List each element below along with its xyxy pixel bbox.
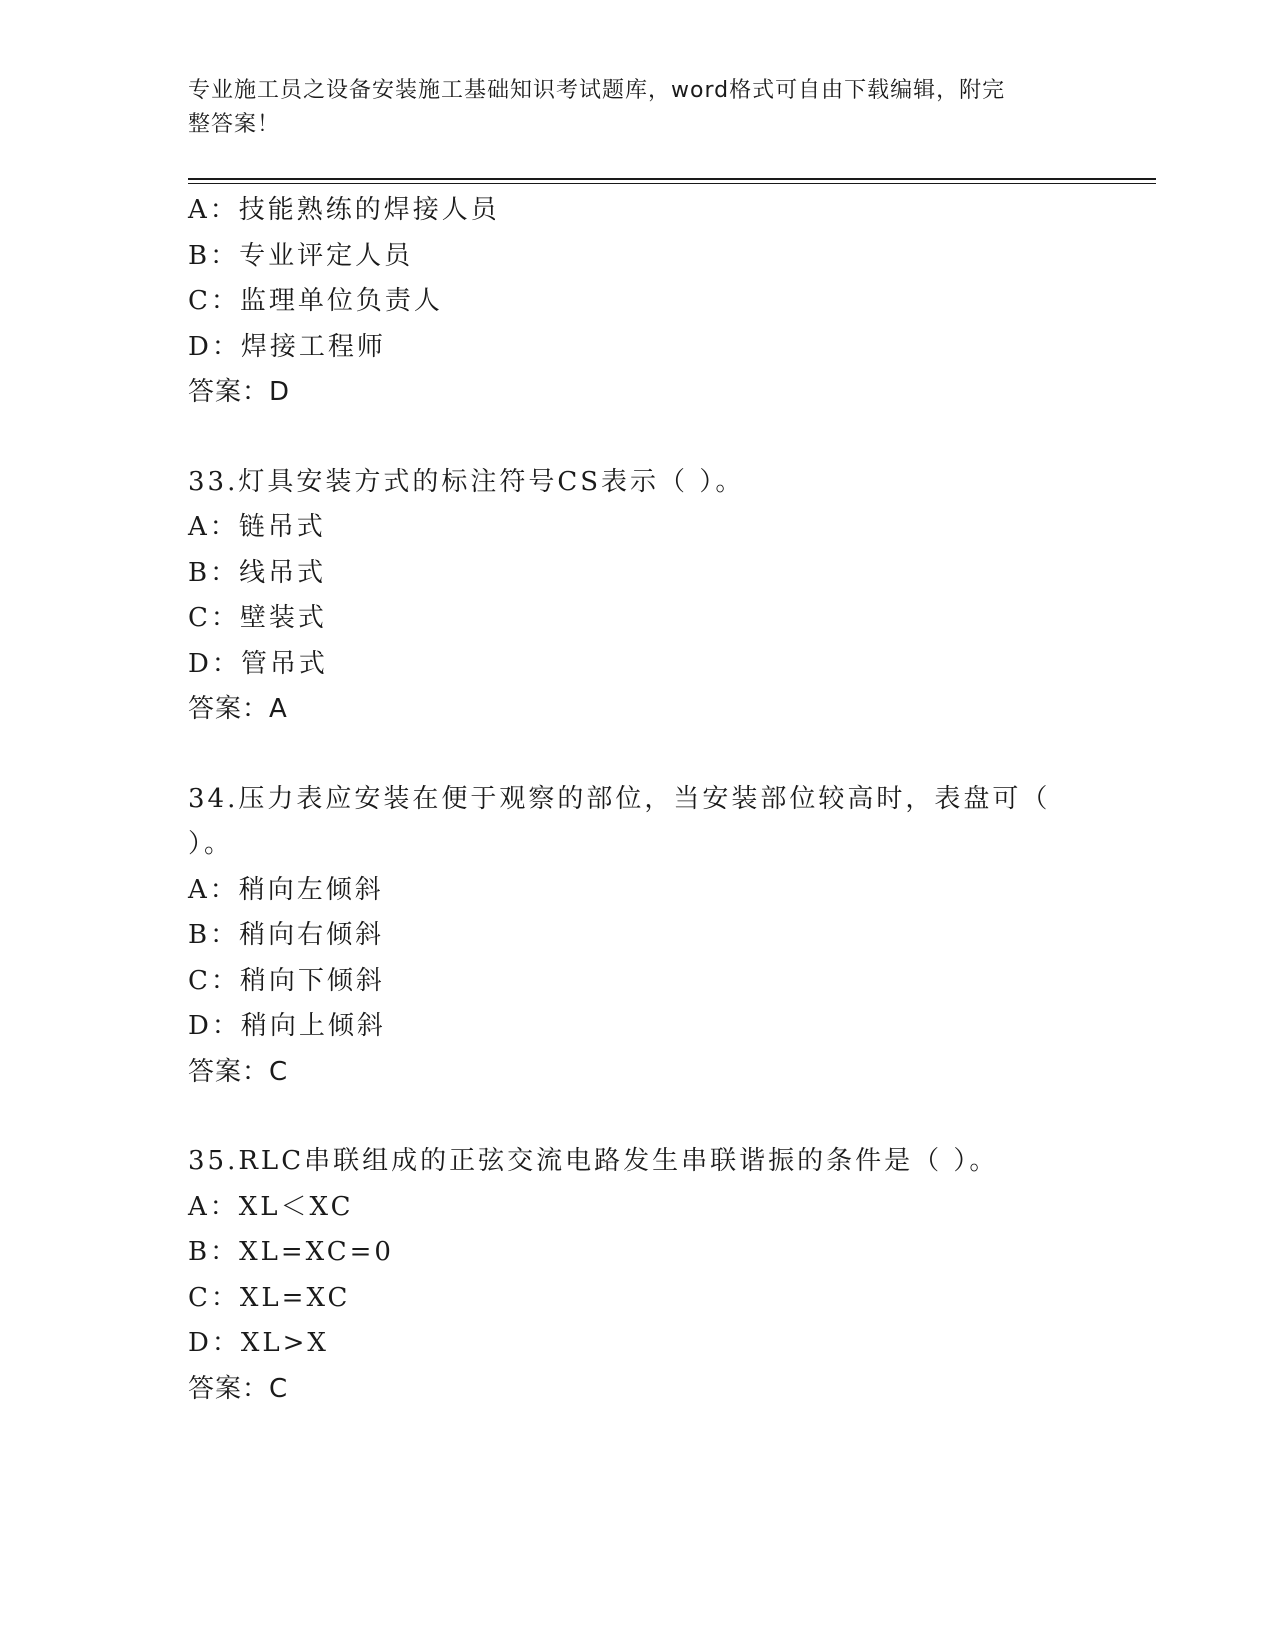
option-c: C：XL=XC [188,1282,351,1313]
answer-line: 答案：A [188,694,288,724]
header-line-1: 专业施工员之设备安装施工基础知识考试题库，word格式可自由下载编辑，附完 [188,78,1006,103]
option-b: B：XL=XC=0 [188,1237,394,1267]
option-a: A：稍向左倾斜 [188,874,384,905]
question-stem-line-1: 34.压力表应安装在便于观察的部位，当安装部位较高时，表盘可（ [188,783,1051,814]
question-stem: 33.灯具安装方式的标注符号CS表示（ ）。 [188,466,745,497]
option-c: C：稍向下倾斜 [188,965,385,996]
option-d: D：管吊式 [188,648,328,679]
question-33-block [188,460,1108,733]
header-divider-bottom [188,183,1156,184]
header-divider-top [188,178,1156,180]
option-d: D：XL>X [188,1328,329,1358]
option-a: A：XL＜XC [188,1191,354,1222]
question-34-block [188,777,1108,1096]
option-c: C：监理单位负责人 [188,286,443,316]
answer-line: 答案：D [188,377,291,407]
document-header [188,74,1088,142]
option-d: D：焊接工程师 [188,331,386,362]
option-d: D：稍向上倾斜 [188,1011,386,1041]
question-35-block [188,1139,1108,1412]
option-a: A：链吊式 [188,512,326,542]
question-stem: 35.RLC串联组成的正弦交流电路发生串联谐振的条件是（ ）。 [188,1146,999,1176]
question-stem-line-2: ）。 [188,829,234,859]
option-b: B：专业评定人员 [188,240,414,271]
answer-line: 答案：C [188,1056,289,1087]
question-list [188,188,1108,1412]
answer-line: 答案：C [188,1373,289,1404]
option-a: A：技能熟练的焊接人员 [188,195,500,225]
option-b: B：稍向右倾斜 [188,920,385,950]
question-32-block [188,188,1108,416]
option-b: B：线吊式 [188,557,327,588]
header-line-2: 整答案！ [188,112,281,137]
option-c: C：壁装式 [188,603,327,633]
